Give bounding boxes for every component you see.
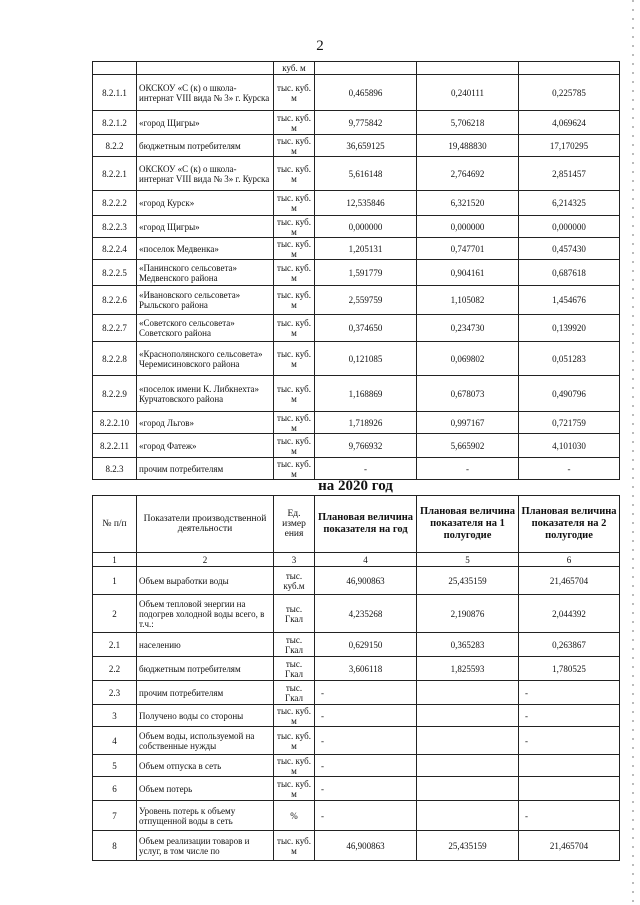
table-row bbox=[93, 595, 620, 633]
row-value-year: - bbox=[315, 681, 417, 705]
table-row bbox=[93, 705, 620, 727]
column-number: 1 bbox=[93, 553, 137, 567]
row-value-half2: 1,780525 bbox=[519, 657, 620, 681]
row-value-year: 5,616148 bbox=[315, 157, 417, 191]
table-row bbox=[93, 434, 620, 458]
row-unit: тыс. куб. м bbox=[274, 238, 315, 260]
row-indicator: прочим потребителям bbox=[137, 458, 274, 480]
row-unit: тыс. Гкал bbox=[274, 681, 315, 705]
row-unit: тыс. куб. м bbox=[274, 705, 315, 727]
row-unit: тыс. куб. м bbox=[274, 434, 315, 458]
row-indicator: Объем потерь bbox=[137, 777, 274, 801]
table-row bbox=[93, 216, 620, 238]
header-name: Показатели производственной деятельности bbox=[137, 496, 274, 553]
row-value-half2: 4,069624 bbox=[519, 111, 620, 135]
row-indicator: Уровень потерь к объему отпущенной воды в сеть bbox=[137, 801, 274, 831]
row-indicator: «город Щигры» bbox=[137, 111, 274, 135]
row-number: 8.2.2.3 bbox=[93, 216, 137, 238]
row-indicator: «поселок Медвенка» bbox=[137, 238, 274, 260]
row-number: 8.2.2 bbox=[93, 135, 137, 157]
row-value-year: - bbox=[315, 801, 417, 831]
row-value-half1 bbox=[417, 705, 519, 727]
row-number: 8.2.2.11 bbox=[93, 434, 137, 458]
row-value-year: - bbox=[315, 458, 417, 480]
row-value-year: 4,235268 bbox=[315, 595, 417, 633]
row-value-year: 12,535846 bbox=[315, 191, 417, 216]
row-number: 8.2.2.9 bbox=[93, 376, 137, 412]
row-indicator: «Ивановского сельсовета» Рыльского района bbox=[137, 286, 274, 315]
column-number: 6 bbox=[519, 553, 620, 567]
row-value-year: - bbox=[315, 705, 417, 727]
row-number: 3 bbox=[93, 705, 137, 727]
scan-edge-marks bbox=[632, 0, 634, 905]
indicators-table-2020 bbox=[92, 495, 620, 861]
table-row bbox=[93, 376, 620, 412]
row-value-half1: 5,665902 bbox=[417, 434, 519, 458]
row-unit: тыс. куб. м bbox=[274, 376, 315, 412]
row-value-year: 46,900863 bbox=[315, 831, 417, 861]
row-value-year: 1,591779 bbox=[315, 260, 417, 286]
row-value-year: 9,766932 bbox=[315, 434, 417, 458]
row-number: 8.2.2.7 bbox=[93, 315, 137, 342]
row-number: 8.2.2.2 bbox=[93, 191, 137, 216]
row-value-year: - bbox=[315, 777, 417, 801]
row-value-half2 bbox=[519, 777, 620, 801]
row-indicator: «Панинского сельсовета» Медвенского района bbox=[137, 260, 274, 286]
row-value-half1 bbox=[417, 777, 519, 801]
row-indicator: Получено воды со стороны bbox=[137, 705, 274, 727]
row-value-half2: 2,044392 bbox=[519, 595, 620, 633]
row-indicator: Объем отпуска в сеть bbox=[137, 755, 274, 777]
row-value-half2: 0,263867 bbox=[519, 633, 620, 657]
row-number: 8.2.2.4 bbox=[93, 238, 137, 260]
row-unit: тыс. Гкал bbox=[274, 595, 315, 633]
row-indicator: Объем выработки воды bbox=[137, 567, 274, 595]
row-value-half2: 0,139920 bbox=[519, 315, 620, 342]
table-row bbox=[93, 727, 620, 755]
row-indicator bbox=[137, 62, 274, 75]
row-unit: куб. м bbox=[274, 62, 315, 75]
table-row bbox=[93, 412, 620, 434]
column-number: 5 bbox=[417, 553, 519, 567]
row-value-half1: 0,997167 bbox=[417, 412, 519, 434]
row-indicator: «Краснополянского сельсовета» Черемисиновского района bbox=[137, 342, 274, 376]
row-value-half2: 0,225785 bbox=[519, 75, 620, 111]
row-unit: тыс. Гкал bbox=[274, 633, 315, 657]
row-number: 8.2.2.10 bbox=[93, 412, 137, 434]
row-value-half1: - bbox=[417, 458, 519, 480]
row-value-half1: 25,435159 bbox=[417, 831, 519, 861]
row-value-year: 0,121085 bbox=[315, 342, 417, 376]
row-value-half1 bbox=[417, 727, 519, 755]
header-half2: Плановая величина показателя на 2 полугодие bbox=[519, 496, 620, 553]
row-number: 8.2.2.1 bbox=[93, 157, 137, 191]
row-number: 2.1 bbox=[93, 633, 137, 657]
row-indicator: населению bbox=[137, 633, 274, 657]
row-value-year: 2,559759 bbox=[315, 286, 417, 315]
row-unit: тыс. куб. м bbox=[274, 260, 315, 286]
table-row bbox=[93, 342, 620, 376]
table-row bbox=[93, 157, 620, 191]
row-number: 7 bbox=[93, 801, 137, 831]
header-unit: Ед. измер ения bbox=[274, 496, 315, 553]
table-row bbox=[93, 633, 620, 657]
row-unit: тыс. куб. м bbox=[274, 412, 315, 434]
row-unit: % bbox=[274, 801, 315, 831]
row-value-half1: 0,678073 bbox=[417, 376, 519, 412]
row-value-half1: 0,069802 bbox=[417, 342, 519, 376]
row-value-half2: 4,101030 bbox=[519, 434, 620, 458]
table-row bbox=[93, 111, 620, 135]
header-year: Плановая величина показателя на год bbox=[315, 496, 417, 553]
row-number: 8.2.2.6 bbox=[93, 286, 137, 315]
row-value-half2: 6,214325 bbox=[519, 191, 620, 216]
row-number: 1 bbox=[93, 567, 137, 595]
row-value-half1 bbox=[417, 62, 519, 75]
table-row bbox=[93, 657, 620, 681]
row-indicator: «город Щигры» bbox=[137, 216, 274, 238]
row-value-half2: 1,454676 bbox=[519, 286, 620, 315]
row-number: 2.3 bbox=[93, 681, 137, 705]
table-row bbox=[93, 801, 620, 831]
row-value-half1: 0,365283 bbox=[417, 633, 519, 657]
row-unit: тыс. куб.м bbox=[274, 567, 315, 595]
row-value-half1: 19,488830 bbox=[417, 135, 519, 157]
row-unit: тыс. куб. м bbox=[274, 755, 315, 777]
row-indicator: ОКСКОУ «С (к) о школа-интернат VIII вида № 3» г. Курска bbox=[137, 157, 274, 191]
row-value-half2: 0,457430 bbox=[519, 238, 620, 260]
row-value-half1 bbox=[417, 755, 519, 777]
row-indicator: бюджетным потребителям bbox=[137, 135, 274, 157]
row-number: 4 bbox=[93, 727, 137, 755]
row-unit: тыс. куб. м bbox=[274, 191, 315, 216]
table-row bbox=[93, 286, 620, 315]
row-value-half2: 21,465704 bbox=[519, 567, 620, 595]
row-value-half2 bbox=[519, 755, 620, 777]
row-value-year bbox=[315, 62, 417, 75]
row-indicator: Объем воды, используемой на собственные нужды bbox=[137, 727, 274, 755]
row-value-year: 1,168869 bbox=[315, 376, 417, 412]
row-value-half1: 0,747701 bbox=[417, 238, 519, 260]
header-half1: Плановая величина показателя на 1 полугодие bbox=[417, 496, 519, 553]
row-indicator: «Советского сельсовета» Советского района bbox=[137, 315, 274, 342]
row-value-half1: 0,240111 bbox=[417, 75, 519, 111]
row-unit: тыс. куб. м bbox=[274, 315, 315, 342]
row-indicator: «поселок имени К. Либкнехта» Курчатовского района bbox=[137, 376, 274, 412]
row-value-year: 3,606118 bbox=[315, 657, 417, 681]
row-value-half1: 2,764692 bbox=[417, 157, 519, 191]
row-value-half1 bbox=[417, 801, 519, 831]
row-value-year: 46,900863 bbox=[315, 567, 417, 595]
column-number: 2 bbox=[137, 553, 274, 567]
table-row bbox=[93, 755, 620, 777]
row-unit: тыс. куб. м bbox=[274, 157, 315, 191]
table-row bbox=[93, 75, 620, 111]
row-unit: тыс. куб. м bbox=[274, 342, 315, 376]
row-value-half1: 6,321520 bbox=[417, 191, 519, 216]
row-unit: тыс. куб. м bbox=[274, 727, 315, 755]
row-value-half2: 0,000000 bbox=[519, 216, 620, 238]
header-num: № п/п bbox=[93, 496, 137, 553]
row-number: 6 bbox=[93, 777, 137, 801]
row-number: 8.2.2.8 bbox=[93, 342, 137, 376]
row-value-year: - bbox=[315, 755, 417, 777]
row-value-half1: 2,190876 bbox=[417, 595, 519, 633]
year-title: на 2020 год bbox=[318, 478, 393, 494]
row-unit: тыс. куб. м bbox=[274, 777, 315, 801]
row-value-year: 0,465896 bbox=[315, 75, 417, 111]
row-value-half2: 17,170295 bbox=[519, 135, 620, 157]
row-number: 8 bbox=[93, 831, 137, 861]
row-value-year: 0,374650 bbox=[315, 315, 417, 342]
row-unit: тыс. куб. м bbox=[274, 75, 315, 111]
row-indicator: «город Льгов» bbox=[137, 412, 274, 434]
row-unit: тыс. куб. м bbox=[274, 286, 315, 315]
row-unit: тыс. куб. м bbox=[274, 135, 315, 157]
column-number-row bbox=[93, 553, 620, 567]
row-value-half2: - bbox=[519, 801, 620, 831]
row-value-year: 9,775842 bbox=[315, 111, 417, 135]
table-row bbox=[93, 260, 620, 286]
row-value-year: 1,718926 bbox=[315, 412, 417, 434]
row-value-year: - bbox=[315, 727, 417, 755]
row-value-half1: 25,435159 bbox=[417, 567, 519, 595]
row-indicator: ОКСКОУ «С (к) о школа-интернат VIII вида № 3» г. Курска bbox=[137, 75, 274, 111]
row-number: 8.2.2.5 bbox=[93, 260, 137, 286]
table-row bbox=[93, 777, 620, 801]
continuation-table bbox=[92, 61, 620, 480]
row-value-half2: 0,051283 bbox=[519, 342, 620, 376]
row-value-half2: 0,490796 bbox=[519, 376, 620, 412]
column-number: 3 bbox=[274, 553, 315, 567]
row-value-half2: 0,687618 bbox=[519, 260, 620, 286]
row-value-year: 36,659125 bbox=[315, 135, 417, 157]
row-indicator: Объем реализации товаров и услуг, в том числе по bbox=[137, 831, 274, 861]
row-indicator: «город Курск» bbox=[137, 191, 274, 216]
row-unit: тыс. куб. м bbox=[274, 831, 315, 861]
row-unit: тыс. Гкал bbox=[274, 657, 315, 681]
row-indicator: бюджетным потребителям bbox=[137, 657, 274, 681]
row-indicator: Объем тепловой энергии на подогрев холодной воды всего, в т.ч.: bbox=[137, 595, 274, 633]
row-value-half2: - bbox=[519, 727, 620, 755]
table-row bbox=[93, 567, 620, 595]
row-value-half2: - bbox=[519, 458, 620, 480]
row-value-year: 0,000000 bbox=[315, 216, 417, 238]
table-row bbox=[93, 238, 620, 260]
row-number: 8.2.1.1 bbox=[93, 75, 137, 111]
row-value-half1 bbox=[417, 681, 519, 705]
row-value-half1: 0,234730 bbox=[417, 315, 519, 342]
row-value-year: 0,629150 bbox=[315, 633, 417, 657]
row-value-half2: 21,465704 bbox=[519, 831, 620, 861]
table-row bbox=[93, 135, 620, 157]
row-unit: тыс. куб. м bbox=[274, 216, 315, 238]
row-indicator: прочим потребителям bbox=[137, 681, 274, 705]
row-number: 8.2.3 bbox=[93, 458, 137, 480]
row-number: 2.2 bbox=[93, 657, 137, 681]
table-row bbox=[93, 831, 620, 861]
table-row bbox=[93, 458, 620, 480]
row-value-half1: 1,105082 bbox=[417, 286, 519, 315]
row-value-half1: 0,904161 bbox=[417, 260, 519, 286]
column-number: 4 bbox=[315, 553, 417, 567]
row-number bbox=[93, 62, 137, 75]
row-value-half2: 0,721759 bbox=[519, 412, 620, 434]
row-unit: тыс. куб. м bbox=[274, 111, 315, 135]
row-value-half2: - bbox=[519, 681, 620, 705]
table-header-row bbox=[93, 496, 620, 553]
row-value-half2 bbox=[519, 62, 620, 75]
row-indicator: «город Фатеж» bbox=[137, 434, 274, 458]
table-row bbox=[93, 315, 620, 342]
page-number: 2 bbox=[316, 38, 324, 54]
row-value-half1: 1,825593 bbox=[417, 657, 519, 681]
table-row bbox=[93, 191, 620, 216]
table-row bbox=[93, 62, 620, 75]
row-value-half2: - bbox=[519, 705, 620, 727]
row-number: 5 bbox=[93, 755, 137, 777]
table-row bbox=[93, 681, 620, 705]
row-value-half1: 0,000000 bbox=[417, 216, 519, 238]
row-number: 8.2.1.2 bbox=[93, 111, 137, 135]
row-unit: тыс. куб. м bbox=[274, 458, 315, 480]
row-number: 2 bbox=[93, 595, 137, 633]
row-value-half1: 5,706218 bbox=[417, 111, 519, 135]
row-value-half2: 2,851457 bbox=[519, 157, 620, 191]
row-value-year: 1,205131 bbox=[315, 238, 417, 260]
